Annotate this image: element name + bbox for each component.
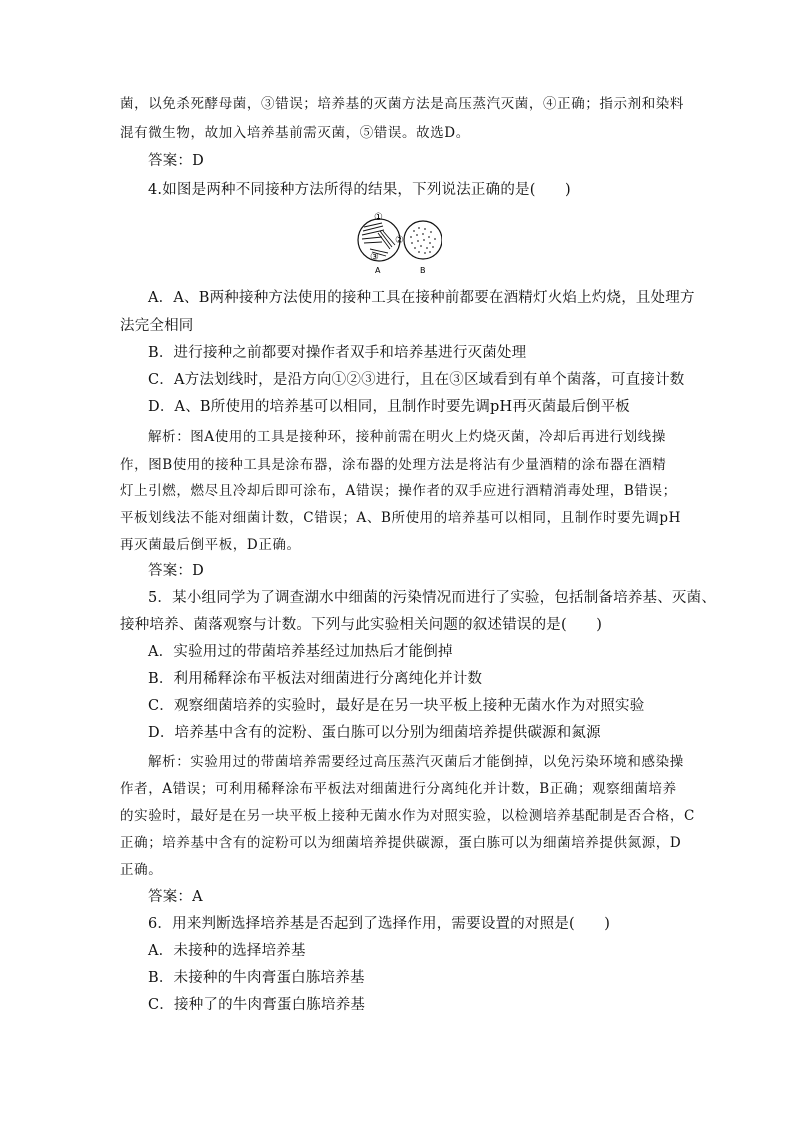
option-b: B．进行接种之前都要对操作者双手和培养基进行灭菌处理 [148,345,527,361]
option-a: A．A、B两种接种方法使用的接种工具在接种前都要在酒精灯火焰上灼烧，且处理方 [148,290,695,306]
analysis-line: 菌，以免杀死酵母菌，③错误；培养基的灭菌方法是高压蒸汽灭菌，④正确；指示剂和染料 [120,96,684,112]
analysis-line: 正确。 [120,862,163,878]
question-4-stem: 4.如图是两种不同接种方法所得的结果，下列说法正确的是( ) [148,182,571,198]
option-d: D．A、B所使用的培养基可以相同，且制作时要先调pH再灭菌最后倒平板 [148,399,630,415]
option-a: A．实验用过的带菌培养基经过加热后才能倒掉 [148,644,453,660]
analysis-line: 作，图B使用的接种工具是涂布器，涂布器的处理方法是将沾有少量酒精的涂布器在酒精 [120,457,667,473]
analysis-line: 平板划线法不能对细菌计数，C错误；A、B所使用的培养基可以相同，且制作时要先调pH [120,510,682,526]
analysis-line: 作者，A错误；可利用稀释涂布平板法对细菌进行分离纯化并计数，B正确；观察细菌培养 [120,781,677,797]
analysis-line: 再灭菌最后倒平板，D正确。 [120,537,301,553]
analysis-line: 混有微生物，故加入培养基前需灭菌，⑤错误。故选D。 [120,125,470,141]
label-a: A [375,266,381,275]
label-1: ① [374,212,383,223]
plate-b-spread [404,221,442,259]
inoculation-figure [352,209,442,279]
option-a-cont: 法完全相同 [120,318,194,334]
option-c: C．A方法划线时，是沿方向①②③进行，且在③区域看到有单个菌落，可直接计数 [148,372,685,388]
option-b: B．未接种的牛肉膏蛋白胨培养基 [148,970,365,986]
analysis-line: 正确；培养基中含有的淀粉可以为细菌培养提供碳源，蛋白胨可以为细菌培养提供氮源，D [120,835,682,851]
option-c: C．观察细菌培养的实验时，最好是在另一块平板上接种无菌水作为对照实验 [148,698,645,714]
label-3: ③ [370,252,379,263]
analysis-line: 的实验时，最好是在另一块平板上接种无菌水作为对照实验，以检测培养基配制是否合格，C [120,808,695,824]
analysis-line: 灯上引燃，燃尽且冷却后即可涂布，A错误；操作者的双手应进行酒精消毒处理，B错误； [120,483,677,499]
option-d: D．培养基中含有的淀粉、蛋白胨可以分别为细菌培养提供碳源和氮源 [148,725,601,741]
answer-line: 答案：D [148,153,204,169]
question-5-stem-cont: 接种培养、菌落观察与计数。下列与此实验相关问题的叙述错误的是( ) [120,617,603,633]
question-5-stem: 5．某小组同学为了调查湖水中细菌的污染情况而进行了实验，包括制备培养基、灭菌、 [148,590,717,606]
analysis-line: 解析：实验用过的带菌培养需要经过高压蒸汽灭菌后才能倒掉，以免污染环境和感染操 [148,754,684,770]
answer-line: 答案：D [148,563,204,579]
label-2: ② [395,235,404,246]
option-b: B．利用稀释涂布平板法对细菌进行分离纯化并计数 [148,671,483,687]
question-6-stem: 6．用来判断选择培养基是否起到了选择作用，需要设置的对照是( ) [148,916,611,932]
option-c: C．接种了的牛肉膏蛋白胨培养基 [148,997,366,1013]
option-a: A．未接种的选择培养基 [148,943,306,959]
analysis-line: 解析：图A使用的工具是接种环，接种前需在明火上灼烧灭菌，冷却后再进行划线操 [148,429,666,445]
answer-line: 答案：A [148,889,203,905]
label-b: B [420,266,426,275]
plate-a-streak [358,219,400,261]
